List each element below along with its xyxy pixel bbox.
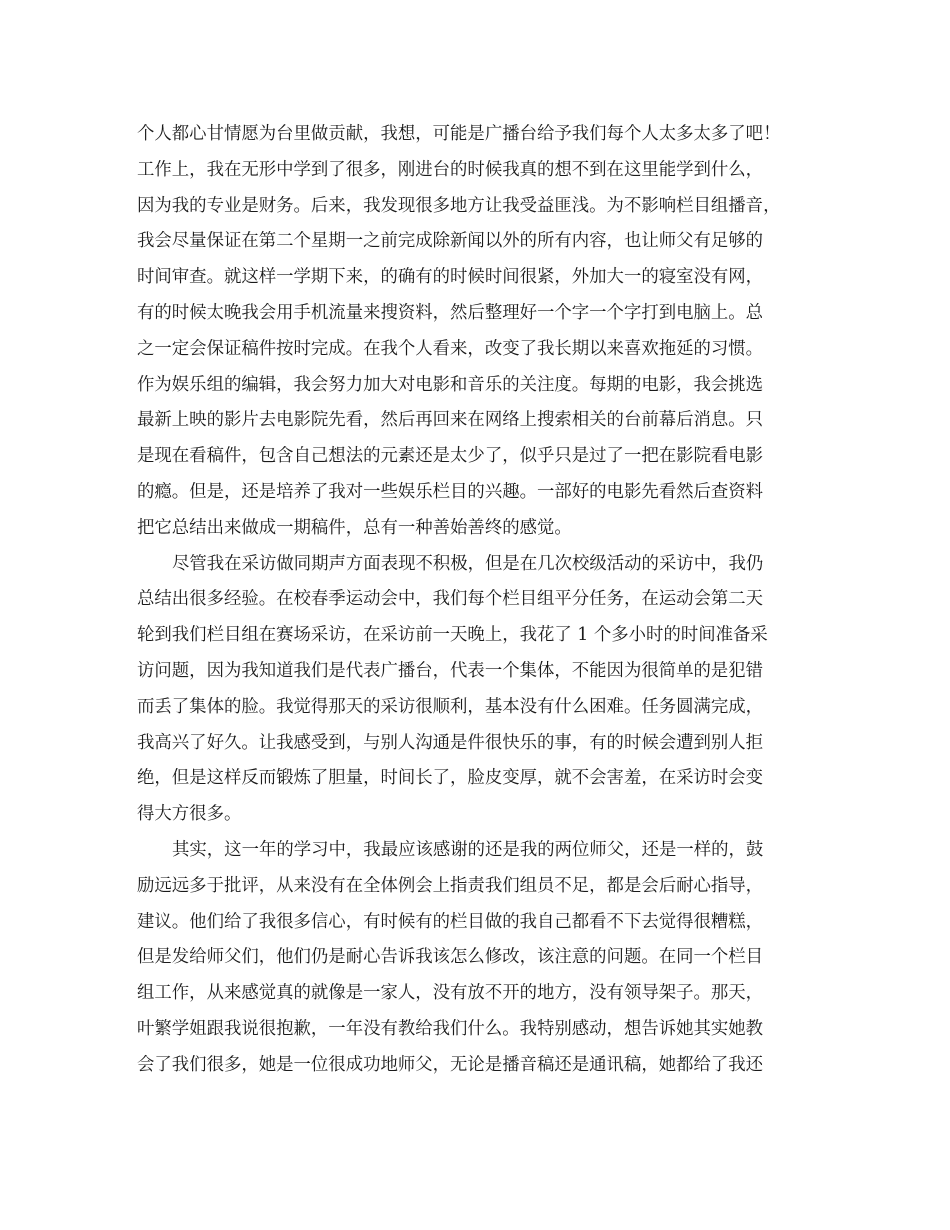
text-line: 我高兴了好久。让我感受到，与别人沟通是件很快乐的事，有的时候会遭到别人拒	[137, 732, 764, 753]
text-line: 轮到我们栏目组在赛场采访，在采访前一天晚上，我花了 1 个多小时的时间准备采	[137, 625, 768, 646]
text-line: 工作上，我在无形中学到了很多，刚进台的时候我真的想不到在这里能学到什么，	[137, 159, 764, 180]
text-line: 我会尽量保证在第二个星期一之前完成除新闻以外的所有内容，也让师父有足够的	[137, 231, 764, 252]
text-line: 得大方很多。	[137, 804, 242, 825]
text-line: 但是发给师父们，他们仍是耐心告诉我该怎么修改，该注意的问题。在同一个栏目	[137, 947, 764, 968]
text-line: 绝，但是这样反而锻炼了胆量，时间长了，脸皮变厚，就不会害羞，在采访时会变	[137, 768, 764, 789]
text-line: 最新上映的影片去电影院先看，然后再回来在网络上搜索相关的台前幕后消息。只	[137, 410, 764, 431]
text-line: 的瘾。但是，还是培养了我对一些娱乐栏目的兴趣。一部好的电影先看然后查资料	[137, 481, 764, 502]
paragraph-start-line: 尽管我在采访做同期声方面表现不积极，但是在几次校级活动的采访中，我仍	[172, 553, 764, 574]
text-line: 会了我们很多，她是一位很成功地师父，无论是播音稿还是通讯稿，她都给了我还	[137, 1054, 764, 1075]
text-line: 作为娱乐组的编辑，我会努力加大对电影和音乐的关注度。每期的电影，我会挑选	[137, 374, 764, 395]
text-line: 而丢了集体的脸。我觉得那天的采访很顺利，基本没有什么困难。任务圆满完成，	[137, 696, 764, 717]
text-line: 励远远多于批评，从来没有在全体例会上指责我们组员不足，都是会后耐心指导，	[137, 875, 764, 896]
text-line: 之一定会保证稿件按时完成。在我个人看来，改变了我长期以来喜欢拖延的习惯。	[137, 338, 764, 359]
document-body	[137, 117, 817, 1084]
text-line: 有的时候太晚我会用手机流量来搜资料，然后整理好一个字一个字打到电脑上。总	[137, 302, 764, 323]
text-line: 把它总结出来做成一期稿件，总有一种善始善终的感觉。	[137, 517, 572, 538]
text-line: 时间审查。就这样一学期下来，的确有的时候时间很紧，外加大一的寝室没有网，	[137, 267, 764, 288]
text-line: 总结出很多经验。在校春季运动会中，我们每个栏目组平分任务，在运动会第二天	[137, 589, 764, 610]
text-line: 建议。他们给了我很多信心，有时候有的栏目做的我自己都看不下去觉得很糟糕，	[137, 911, 764, 932]
text-line: 访问题，因为我知道我们是代表广播台，代表一个集体，不能因为很简单的是犯错	[137, 660, 764, 681]
text-line: 组工作，从来感觉真的就像是一家人，没有放不开的地方，没有领导架子。那天，	[137, 983, 764, 1004]
text-line: 叶繁学姐跟我说很抱歉，一年没有教给我们什么。我特别感动，想告诉她其实她教	[137, 1018, 764, 1039]
paragraph-start-line: 其实，这一年的学习中，我最应该感谢的还是我的两位师父，还是一样的，鼓	[172, 839, 764, 860]
text-line: 因为我的专业是财务。后来，我发现很多地方让我受益匪浅。为不影响栏目组播音，	[137, 195, 781, 216]
text-line: 个人都心甘情愿为台里做贡献，我想，可能是广播台给予我们每个人太多太多了吧！	[137, 124, 781, 144]
text-line: 是现在看稿件，包含自己想法的元素还是太少了，似乎只是过了一把在影院看电影	[137, 446, 764, 467]
